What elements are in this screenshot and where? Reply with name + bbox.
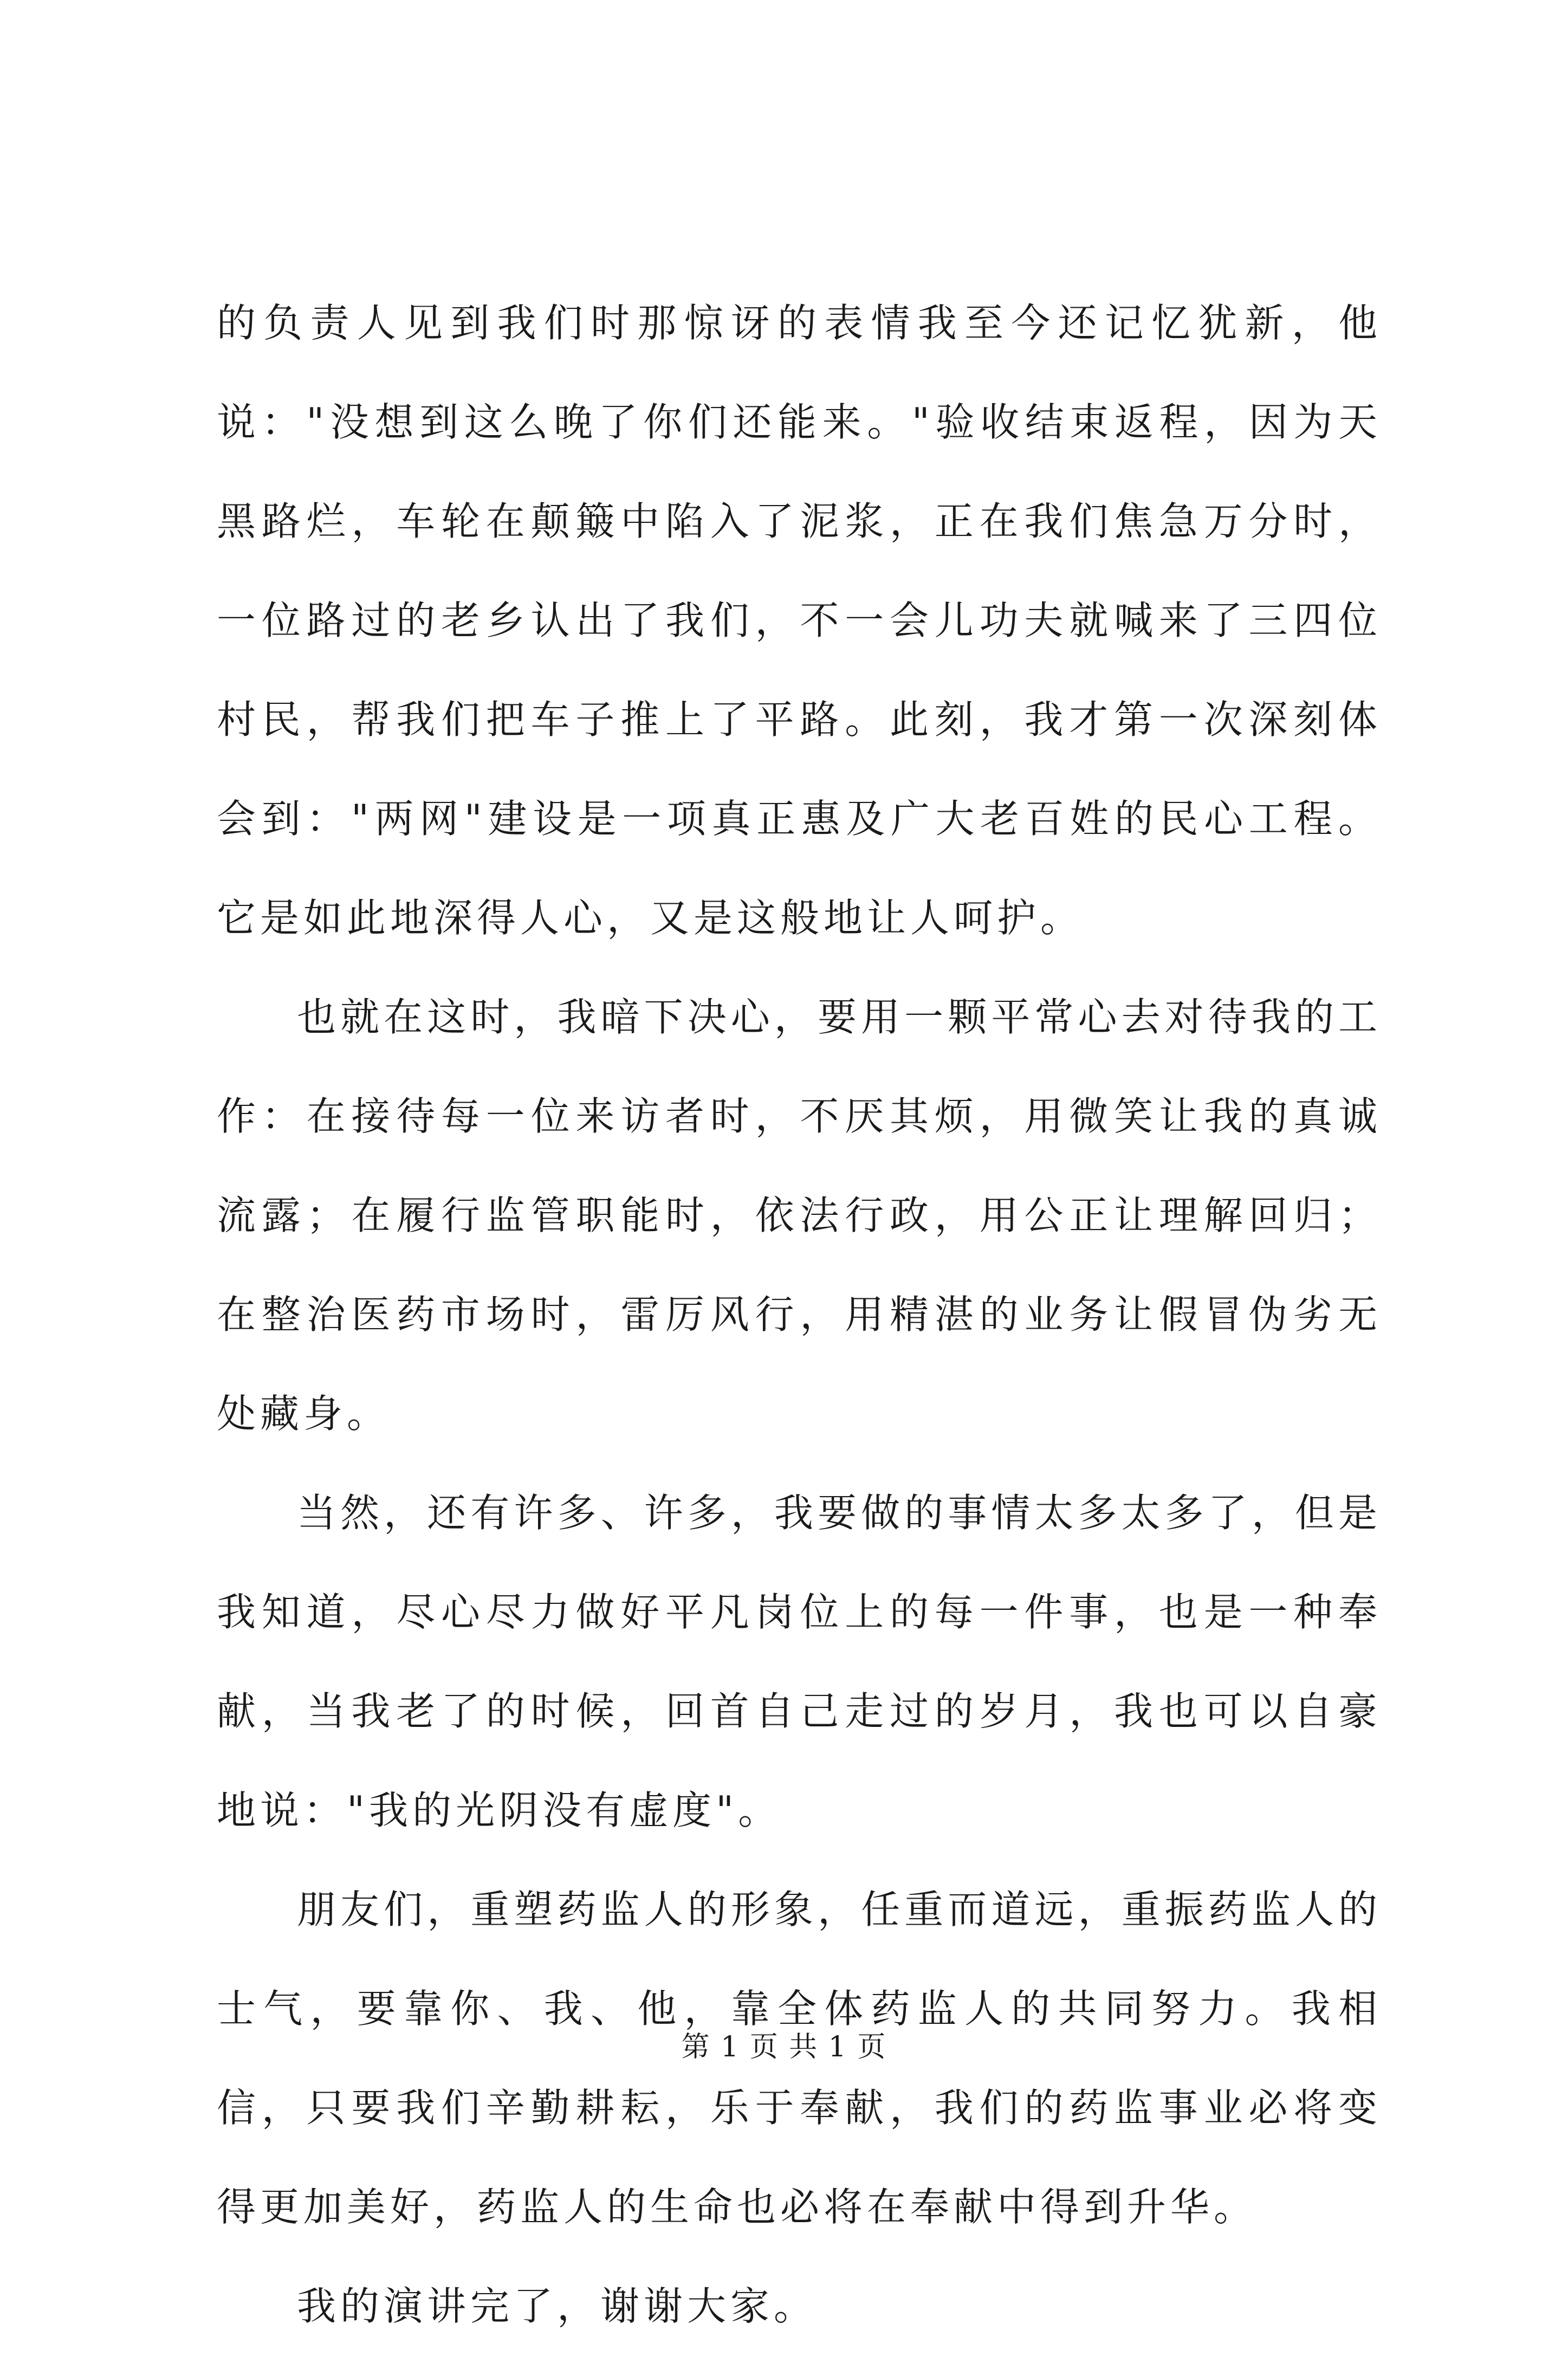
paragraph-4: 朋友们，重塑药监人的形象，任重而道远，重振药监人的士气，要靠你、我、他，靠全体药监人的共同努力。我相信，只要我们辛勤耕耘，乐于奉献，我们的药监事业必将变得更加美好，药监人的生命也必将在奉献中得到升华。 bbox=[217, 1887, 1382, 2230]
page-footer: 第 1 页 共 1 页 bbox=[681, 2031, 887, 2063]
paragraph-5: 我的演讲完了，谢谢大家。 bbox=[297, 2283, 818, 2329]
paragraph-1: 的负责人见到我们时那惊讶的表情我至今还记忆犹新，他说："没想到这么晚了你们还能来。"验收结束返程，因为天黑路烂，车轮在颠簸中陷入了泥浆，正在我们焦急万分时，一位路过的老乡认出了我们，不一会儿功夫就喊来了三四位村民，帮我们把车子推上了平路。此刻，我才第一次深刻体会到："两网"建设是一项真正惠及广大老百姓的民心工程。它是如此地深得人心，又是这般地让人呵护。 bbox=[217, 300, 1382, 941]
paragraph-2: 也就在这时，我暗下决心，要用一颗平常心去对待我的工作：在接待每一位来访者时，不厌其烦，用微笑让我的真诚流露；在履行监管职能时，依法行政，用公正让理解回归；在整治医药市场时，雷厉风行，用精湛的业务让假冒伪劣无处藏身。 bbox=[217, 994, 1382, 1436]
paragraph-3: 当然，还有许多、许多，我要做的事情太多太多了，但是我知道，尽心尽力做好平凡岗位上的每一件事，也是一种奉献，当我老了的时候，回首自己走过的岁月，我也可以自豪地说："我的光阴没有虚度"。 bbox=[217, 1490, 1382, 1833]
